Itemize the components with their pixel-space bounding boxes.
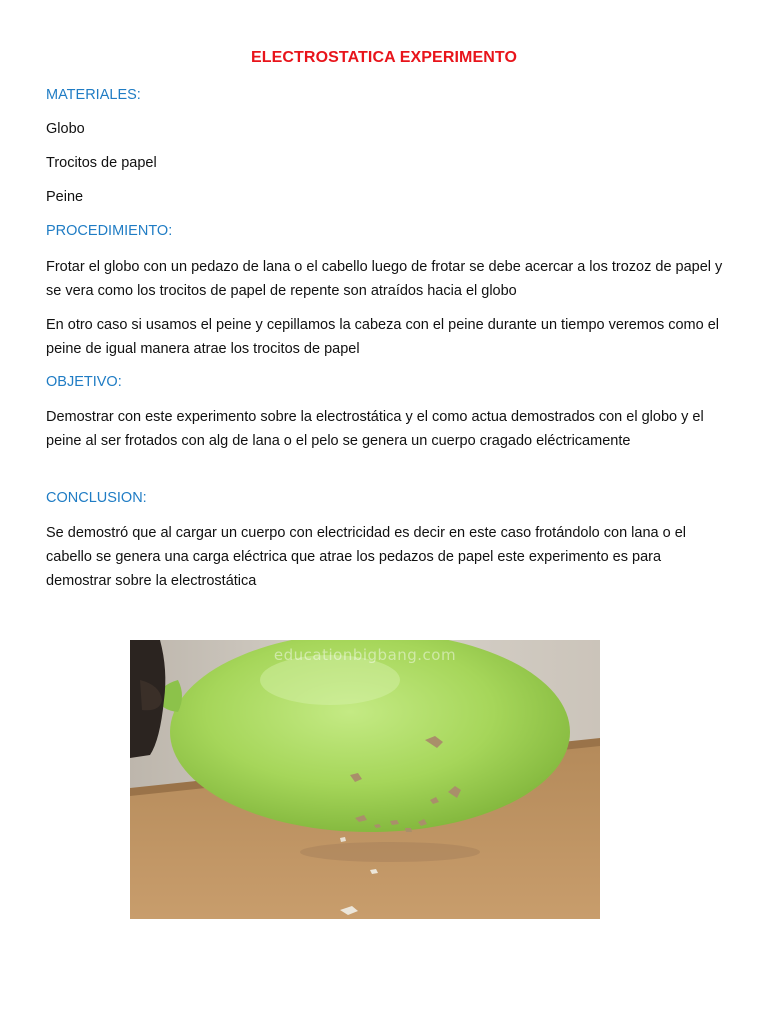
document-title: ELECTROSTATICA EXPERIMENTO [250,49,518,66]
objetivo-heading: OBJETIVO: [46,374,122,390]
materiales-heading: MATERIALES: [46,87,141,103]
conclusion-text: Se demostró que al cargar un cuerpo con electricidad es decir en este caso frotándolo con lana o el cabello se genera una carga eléctrica que atrae los pedazos de papel este experimento es para demostrar sobre la electrostática [46,525,686,589]
conclusion-heading: CONCLUSION: [46,490,147,506]
balloon-experiment-photo [130,640,600,919]
procedimiento-paragraph-1: Frotar el globo con un pedazo de lana o el cabello luego de frotar se debe acercar a los trozoz de papel y se vera como los trocitos de papel de repente son atraídos hacia el globo [46,259,723,299]
procedimiento-heading: PROCEDIMIENTO: [46,223,173,239]
balloon-photo-illustration [130,640,600,919]
material-item-peine: Peine [46,189,84,205]
material-item-globo: Globo [46,121,85,137]
procedimiento-paragraph-2: En otro caso si usamos el peine y cepillamos la cabeza con el peine durante un tiempo veremos como el peine de igual manera atrae los trocitos de papel [46,317,720,357]
photo-watermark: educationbigbang.com [273,646,457,664]
material-item-papel: Trocitos de papel [46,155,157,171]
objetivo-text: Demostrar con este experimento sobre la electrostática y el como actua demostrados con el globo y el peine al ser frotados con alg de lana o el pelo se genera un cuerpo cragado eléctricamente [46,409,704,449]
